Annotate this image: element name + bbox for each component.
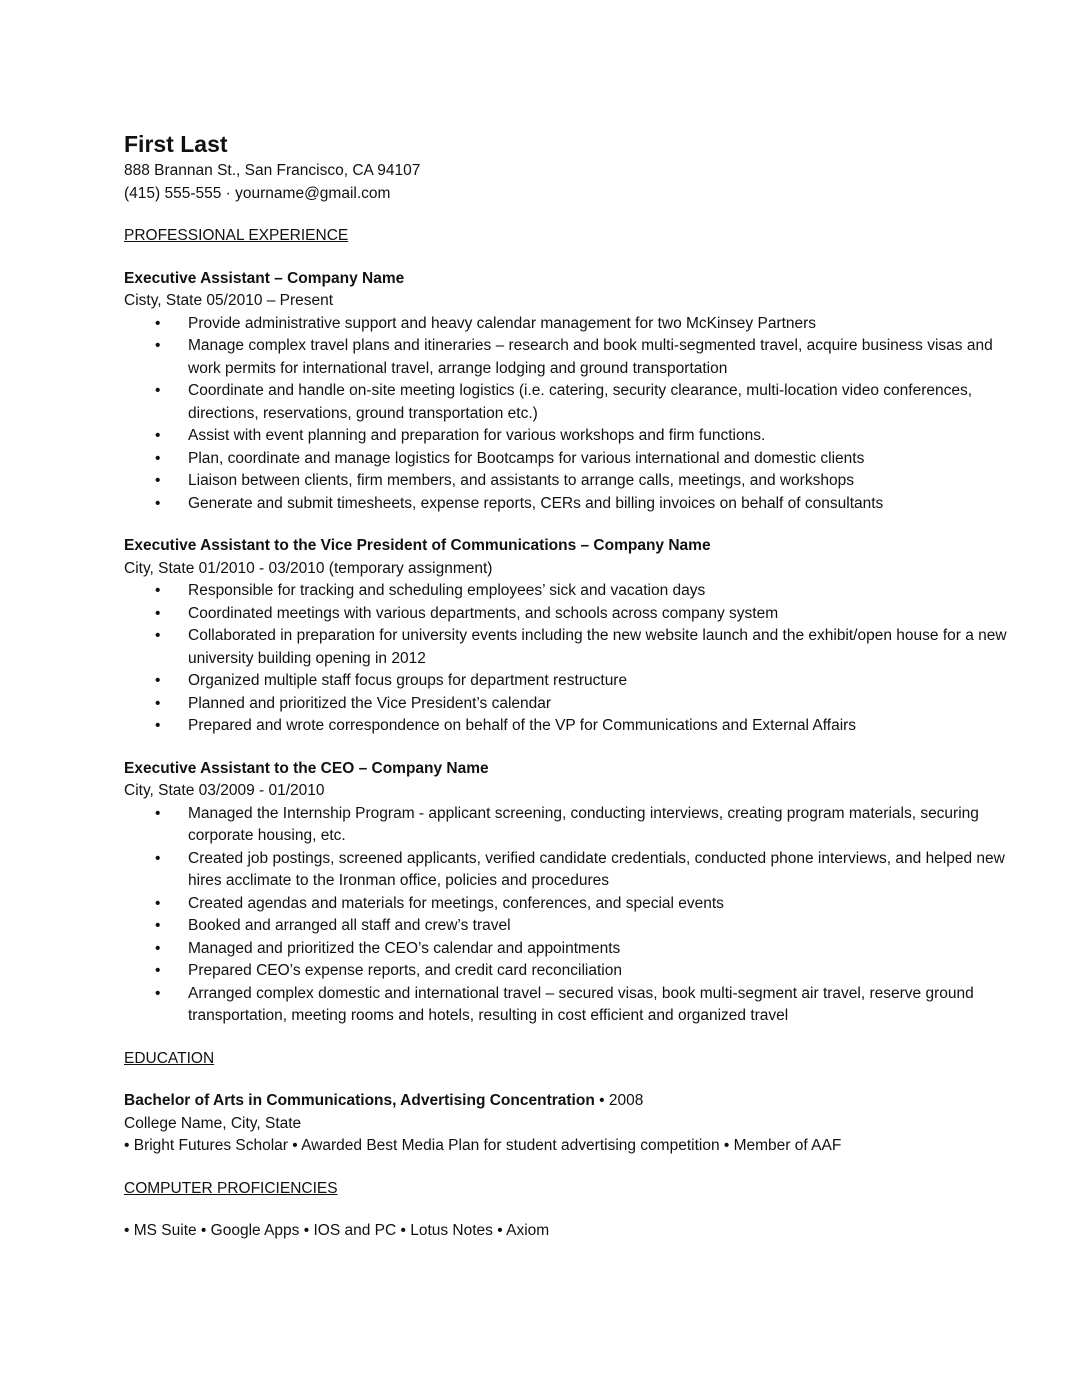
list-item: • Provide administrative support and heavy calendar management for two McKinsey Partners (188, 313, 1024, 336)
list-item: • Assist with event planning and preparation for various workshops and firm functions. (188, 425, 1024, 448)
section-title-computer: COMPUTER PROFICIENCIES (124, 1179, 338, 1197)
job-title: Executive Assistant to the Vice President of Communications – Company Name (124, 537, 711, 554)
resume-page (124, 128, 1024, 1243)
job-title: Executive Assistant – Company Name (124, 269, 405, 287)
list-item: • Responsible for tracking and scheduling employees’ sick and vacation days (188, 580, 1024, 603)
degree-name: Bachelor of Arts in Communications, Advertising Concentration (124, 1092, 595, 1109)
list-item: • Created agendas and materials for meetings, conferences, and special events (188, 893, 1024, 916)
list-item: • Prepared CEO’s expense reports, and credit card reconciliation (188, 960, 1024, 983)
education-honors: • Bright Futures Scholar • Awarded Best Media Plan for student advertising competition • Member of AAF (124, 1137, 842, 1154)
job-meta: City, State 01/2010 - 03/2010 (temporary assignment) (124, 559, 493, 577)
school-name: College Name, City, State (124, 1114, 302, 1132)
list-item: • Coordinated meetings with various departments, and schools across company system (188, 603, 1024, 626)
job-entry (124, 268, 1024, 516)
list-item: • Coordinate and handle on-site meeting logistics (i.e. catering, security clearance, multi-location video conferences, directions, reservations, ground transportation etc.) (188, 380, 1024, 425)
candidate-name: First Last (124, 131, 228, 157)
job-meta: Cisty, State 05/2010 – Present (124, 292, 334, 309)
education-degree-line (124, 1090, 1024, 1113)
list-item: • Created job postings, screened applicants, verified candidate credentials, conducted phone interviews, and helped new hires acclimate to the Ironman office, policies and procedures (188, 848, 1024, 893)
job-bullets (124, 313, 1024, 516)
list-item: • Managed the Internship Program - applicant screening, conducting interviews, creating program materials, securing corporate housing, etc. (188, 803, 1024, 848)
degree-year: • 2008 (594, 1092, 644, 1109)
list-item: • Manage complex travel plans and itineraries – research and book multi-segmented travel, acquire business visas and work permits for international travel, arrange lodging and ground transportation (188, 335, 1024, 380)
contact-info: (415) 555-555 · yourname@gmail.com (124, 184, 391, 202)
job-entry (124, 758, 1024, 1028)
computer-skills: • MS Suite • Google Apps • IOS and PC • Lotus Notes • Axiom (124, 1222, 550, 1239)
job-bullets (124, 803, 1024, 1028)
job-meta: City, State 03/2009 - 01/2010 (124, 782, 325, 799)
job-title: Executive Assistant to the CEO – Company Name (124, 759, 489, 777)
list-item: • Liaison between clients, firm members, and assistants to arrange calls, meetings, and workshops (188, 470, 1024, 493)
list-item: • Arranged complex domestic and international travel – secured visas, book multi-segment air travel, reserve ground transportation, meeting rooms and hotels, resulting in cost efficient and organized travel (188, 983, 1024, 1028)
list-item: • Prepared and wrote correspondence on behalf of the VP for Communications and External Affairs (188, 715, 1024, 738)
list-item: • Planned and prioritized the Vice President’s calendar (188, 693, 1024, 716)
section-title-education: EDUCATION (124, 1049, 215, 1067)
list-item: • Generate and submit timesheets, expense reports, CERs and billing invoices on behalf of consultants (188, 493, 1024, 516)
job-entry (124, 535, 1024, 738)
list-item: • Collaborated in preparation for university events including the new website launch and the exhibit/open house for a new university building opening in 2012 (188, 625, 1024, 670)
list-item: • Plan, coordinate and manage logistics for Bootcamps for various international and domestic clients (188, 448, 1024, 471)
list-item: • Booked and arranged all staff and crew’s travel (188, 915, 1024, 938)
section-title-experience: PROFESSIONAL EXPERIENCE (124, 227, 349, 244)
list-item: • Organized multiple staff focus groups for department restructure (188, 670, 1024, 693)
job-bullets (124, 580, 1024, 738)
address: 888 Brannan St., San Francisco, CA 94107 (124, 162, 421, 179)
list-item: • Managed and prioritized the CEO’s calendar and appointments (188, 938, 1024, 961)
